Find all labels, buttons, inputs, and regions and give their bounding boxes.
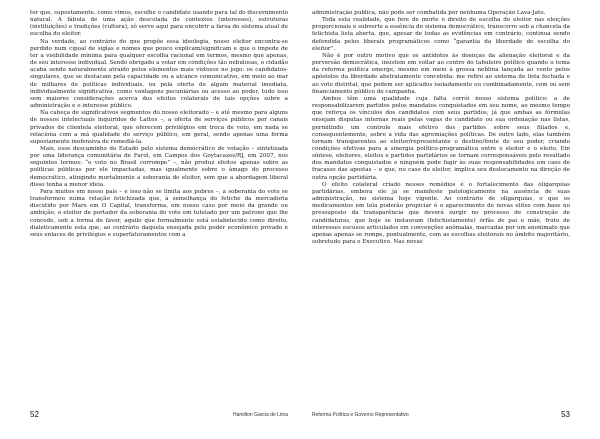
running-head: Hamilton Garcia de Lima	[232, 412, 288, 418]
page-number: 53	[561, 410, 570, 419]
right-page	[312, 10, 570, 425]
left-page-text	[30, 10, 288, 402]
paragraph: tor que, supostamente, como vimos, escolhe o candidato usando para tal do discernimento natural. A fábula de uma ação descolada de contextos (interesses), estruturas (instituições) e tradições (cultura), só serve aqui para encobrir a farsa do sistema atual de escolha do eleitor.	[30, 10, 288, 38]
paragraph: Toda esta realidade, que fere de morte o direito de escolha do eleitor nas eleições proporcionais e subverte a essência do sistema democrático, transcorre sob a chancela da fetichista lista aberta, que, apesar de todas as evidências em contrário, continua sendo defendida pelos liberais programáticos como “garantia da liberdade de escolha do eleitor”.	[312, 17, 570, 52]
running-head: Reforma Política e Governo Representativo	[312, 412, 409, 418]
paragraph: Na verdade, ao contrário do que propõe essa ideologia, nosso eleitor encontra-se perdido num cipoal de siglas e nomes que pouco explicam/significam e que o impede de ter a visibilidade mínima para qualquer escolha racional em termos, mesmo que apenas, de seu interesse individual. Sendo obrigado a votar em condições tão nebulosas, o cidadão acaba sendo naturalmente atraído pelos elementos mais vistosos no jogo: os candidatos-singulares, que se destacam pela capacidade ou a alcance comunicativo, em meio ao mar de milhares de políticas individuais, ou pela oferta de algum material imediata, individualmente significativa, como vantagens pecuniárias ou acesso ao poder, tudo isso sem maiores considerações acerca dos efeitos colaterais de tais opções sobre a administração e o interesse público.	[30, 38, 288, 110]
right-footer	[312, 407, 570, 419]
paragraph: Para muitos em nosso país – e isso não se limita aos pobres –, a soberania do voto se transformou numa relação fetichizada que, à semelhança do fetiche da mercadoria discutido por Marx em O Capital, transforma, em nosso caso por meio da grande ou ambição, o eleitor de portador da soberania do voto em tutelado por um patrono que lhe concede, sob a forma de favor, aquilo que formalmente está estabelecido como direito, dialeticamente esta que, ao contrário daquela ensejada pelo poder econômico privado e seus enlaces de privilégios e superfaturamentos com a	[30, 188, 288, 238]
right-page-text	[312, 10, 570, 402]
left-page	[30, 10, 288, 425]
paragraph: Mais, esse descaminho do Estado pelo sistema democrático de votação – sintetizada por uma liderança comunitária de Farol, em Campos dos Goytacazes/RJ, em 2007, nos seguintes termos: “o voto no Brasil corrompe” –, não produz efeitos apenas sobre as políticas públicas por ele impactadas, mas igualmente sobre o âmago do processo democrático, atingindo mortalmente a soberania do eleitor, sem que a abordagem liberal disso tenha a menor ideia.	[30, 145, 288, 188]
page-number: 52	[30, 410, 39, 419]
paragraph: Na cabeça de significativos segmentos do nosso eleitorado – e até mesmo para alguns de nossos intelectuais inquiridos de Lattes –, a oferta de serviços públicos por canais privados de clientela eleitoral, que oferecem privilégios em troca de voto, em nada se relaciona com a má qualidade do serviço público, em geral, sendo apenas uma forma supostamente inofensiva de remediá-la.	[30, 110, 288, 145]
paragraph: Não é por outro motivo que os antídotos às doenças da alienação eleitoral e da perversão democrática, insistem em voltar ao centro do tabuleiro político quando o tema da reforma política emerge, mesmo em meio à grossa neblina lançada ao vento pelos apóstolos da liberdade abstratamente concebida: me refiro ao sistema de lista fechada e ao voto distrital, que podem ser aplicados isoladamente ou combinadamente, com ou sem financiamento público de campanha.	[312, 52, 570, 95]
left-footer	[30, 407, 288, 419]
paragraph: Ambos têm uma qualidade cuja falta corrói nosso sistema político: a de responsabilizarem partidos pelos mandatos conquistados em seu nome, ao mesmo tempo que reforça os vínculos dos candidatos com seus partidos, já que ambas as fórmulas ensejam disputas internas reais pelas vagas de candidato ou sua ordenação nas listas, permitindo um controle mais efetivo dos partidos sobre seus filiados e, consequentemente, sobre a vida das agremiações políticas. De outro lado, elas também tornam transparentes ao eleitor/representante o destino/fonte de seu poder, criando condições efetivas para a sinergia político-programática entre o eleitor e o eleito. Em síntese, eleitores, eleitos e partidos partidários se tornam corresponsáveis pelo resultado dos mandatos conquistados e ninguém pode fugir às suas responsabilidades em caso de fracasso das apostas – o que, no caso do eleitor, implica seu deslocamento na direção de outra opção partidária.	[312, 95, 570, 181]
paragraph: administração pública, não pode ser combatida por nenhuma Operação Lava-Jato.	[312, 10, 546, 16]
paragraph: O efeito colateral criado nesses remédios é o fortalecimento das oligarquias partidárias, embora ele já se manifeste patologicamente na ausência de suas administração, no sistema hoje vigente. Ao contrário de oligarquias, o que os medicamentos em tela poderão propiciar é o aparecimento de novas elites com base no pressuposto da transparência que deverá surgir no processo de construção de candidaturas, que hoje se instauram (fetichistamente) órfãs de pai e mãe, fruto de interesses escusos articulados em convenções anômalas, marcadas por um anonimato que apenas apenas se rompe, pontualmente, com as escolhas eleitorais no âmbito majoritário, sobretudo para o Executivo. Nas novas	[312, 181, 570, 245]
